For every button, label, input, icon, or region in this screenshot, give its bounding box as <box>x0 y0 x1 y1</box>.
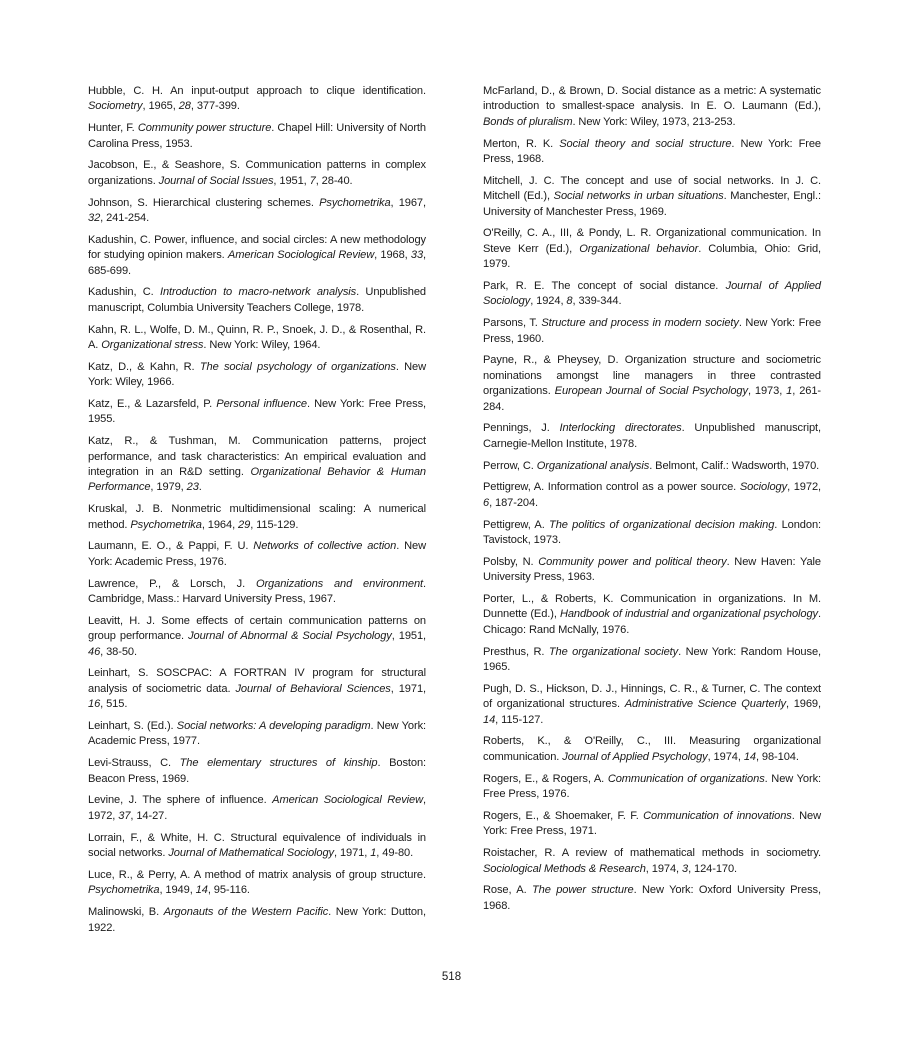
reference-italic-segment: 14 <box>195 884 208 897</box>
reference-text-segment: . London: Tavistock, 1973. <box>483 518 821 547</box>
reference-text-segment: , 1971, <box>390 682 426 695</box>
reference-text-segment: . New York: Oxford University Press, 1968. <box>483 884 821 912</box>
reference-text-segment: Leavitt, H. J. Some effects of certain communication patterns on group performance. <box>88 614 426 643</box>
reference-italic-segment: Organizational Behavior & Human Performance <box>88 466 426 494</box>
reference-text-segment: . New York: Free Press, 1968. <box>483 137 821 166</box>
reference-text-segment: , 1974, <box>707 750 744 763</box>
reference-italic-segment: Networks of collective action <box>253 540 397 553</box>
reference-text-segment: Levine, J. The sphere of influence. <box>88 794 273 807</box>
reference-entry <box>483 84 821 130</box>
reference-italic-segment: Journal of Social Issues <box>158 174 274 187</box>
reference-text-segment: , 14-27. <box>130 809 168 822</box>
reference-text-segment: . New York: Academic Press, 1976. <box>88 540 427 568</box>
reference-text-segment: Hunter, F. <box>88 122 138 135</box>
reference-text-segment: Kadushin, C. Power, influence, and social circles: A new methodology for studying opinion makers. <box>88 233 426 262</box>
reference-text-segment: , 241-254. <box>100 212 150 225</box>
reference-italic-segment: Social networks: A developing paradigm <box>176 720 371 733</box>
reference-text-segment: , 1969, <box>785 698 821 711</box>
reference-text-segment: , 1968, <box>374 249 411 262</box>
reference-entry <box>483 734 821 765</box>
reference-text-segment: Kahn, R. L., Wolfe, D. M., Quinn, R. P., Snoek, J. D., & Rosenthal, R. A. <box>88 323 426 352</box>
reference-italic-segment: Sociological Methods & Research <box>483 862 646 875</box>
reference-italic-segment: The elementary structures of kinship <box>179 757 378 770</box>
reference-text-segment: McFarland, D., & Brown, D. Social distance as a metric: A systematic introduction to smallest-space analysis. In E. O. Laumann (Ed.), <box>483 85 821 113</box>
reference-entry <box>483 316 821 347</box>
reference-entry <box>88 285 426 316</box>
reference-text-segment: Rogers, E., & Rogers, A. <box>483 772 608 785</box>
reference-text-segment: O'Reilly, C. A., III, & Pondy, L. R. Organizational communication. In Steve Kerr (Ed.), <box>483 227 821 255</box>
reference-entry <box>483 174 821 220</box>
page-number: 518 <box>441 971 462 983</box>
reference-entry <box>483 480 821 511</box>
reference-text-segment: Lorrain, F., & White, H. C. Structural equivalence of individuals in social networks. <box>88 831 426 860</box>
reference-text-segment: . Cambridge, Mass.: Harvard University Press, 1967. <box>88 577 426 606</box>
reference-italic-segment: Structure and process in modern society <box>541 317 739 330</box>
reference-entry <box>88 539 426 570</box>
reference-text-segment: , 1965, <box>142 100 179 113</box>
reference-entry <box>88 233 426 279</box>
reference-text-segment: Kruskal, J. B. Nonmetric multidimensional scaling: A numerical method. <box>88 503 426 531</box>
reference-entry <box>88 196 426 227</box>
reference-entry <box>88 323 426 354</box>
reference-entry <box>88 397 426 428</box>
reference-text-segment: . New York: Dutton, 1922. <box>88 906 426 934</box>
reference-entry <box>88 434 426 496</box>
reference-text-segment: . Manchester, Engl.: University of Manchester Press, 1969. <box>483 190 822 218</box>
reference-text-segment: , 115-129. <box>250 518 299 531</box>
reference-entry <box>483 592 821 638</box>
reference-text-segment: . New York: Academic Press, 1977. <box>88 720 426 748</box>
reference-text-segment: , 1973, <box>747 385 787 398</box>
reference-italic-segment: Communication of organizations <box>607 772 765 785</box>
reference-text-segment: , 1924, <box>530 295 567 308</box>
reference-text-segment: . New Haven: Yale University Press, 1963. <box>483 555 821 584</box>
reference-italic-segment: American Sociological Review <box>272 794 424 807</box>
reference-text-segment: , 95-116. <box>207 884 250 897</box>
reference-italic-segment: Community power and political theory <box>538 555 727 568</box>
reference-entry <box>88 666 426 712</box>
reference-entry <box>483 809 821 840</box>
reference-text-segment: . Chapel Hill: University of North Carolina Press, 1953. <box>88 122 426 150</box>
reference-italic-segment: 6 <box>483 496 490 509</box>
reference-text-segment: Merton, R. K. <box>483 137 560 150</box>
reference-text-segment: Kadushin, C. <box>88 286 160 299</box>
reference-text-segment: Katz, R., & Tushman, M. Communication patterns, project performance, and task characteristics: An empirical evaluation and integration in an R&D setting. <box>88 435 426 479</box>
reference-entry <box>483 645 821 676</box>
reference-italic-segment: The power structure <box>531 884 634 897</box>
reference-italic-segment: Organizational stress <box>101 339 204 352</box>
reference-text-segment: Rogers, E., & Shoemaker, F. F. <box>483 809 644 822</box>
reference-entry <box>88 502 426 533</box>
reference-text-segment: Luce, R., & Perry, A. A method of matrix analysis of group structure. <box>88 868 426 881</box>
reference-text-segment: Pugh, D. S., Hickson, D. J., Hinnings, C. R., & Turner, C. The context of organizational structures. <box>483 682 821 711</box>
reference-entry <box>88 756 426 787</box>
reference-entry <box>483 682 821 728</box>
reference-italic-segment: Sociometry <box>88 100 143 113</box>
reference-text-segment: . New York: Wiley, 1964. <box>203 339 321 352</box>
reference-italic-segment: 1 <box>370 847 377 860</box>
reference-italic-segment: 23 <box>186 481 199 494</box>
reference-italic-segment: 7 <box>309 174 316 187</box>
reference-italic-segment: 28 <box>178 100 191 113</box>
reference-entry <box>88 868 426 899</box>
reference-entry <box>483 555 821 586</box>
reference-entry <box>483 421 821 452</box>
reference-text-segment: Parsons, T. <box>483 317 542 330</box>
reference-italic-segment: 37 <box>118 809 131 822</box>
reference-text-segment: . New York: Wiley, 1973, 213-253. <box>572 115 736 128</box>
reference-entry <box>88 719 426 750</box>
reference-text-segment: Malinowski, B. <box>88 906 164 919</box>
reference-text-segment: Pettigrew, A. Information control as a power source. <box>483 481 740 494</box>
reference-entry <box>483 518 821 549</box>
reference-italic-segment: 33 <box>410 249 424 262</box>
reference-italic-segment: Journal of Mathematical Sociology <box>168 847 334 860</box>
reference-italic-segment: Journal of Applied Sociology <box>483 280 821 308</box>
reference-text-segment: Katz, E., & Lazarsfeld, P. <box>88 398 217 411</box>
reference-text-segment: Leinhart, S. SOSCPAC: A FORTRAN IV program for structural analysis of sociometric data. <box>88 667 426 695</box>
reference-text-segment: , 115-127. <box>495 713 544 726</box>
reference-text-segment: , 261-284. <box>483 385 821 413</box>
reference-text-segment: . Unpublished manuscript, Carnegie-Mellon Institute, 1978. <box>483 422 821 450</box>
reference-italic-segment: American Sociological Review <box>227 249 375 262</box>
reference-list-right <box>483 84 821 921</box>
reference-text-segment: , 1949, <box>159 884 196 897</box>
reference-text-segment: Perrow, C. <box>483 459 537 472</box>
reference-entry <box>88 905 426 936</box>
reference-text-segment: Laumann, E. O., & Pappi, F. U. <box>88 540 254 553</box>
reference-text-segment: Roistacher, R. A review of mathematical methods in sociometry. <box>483 847 821 860</box>
reference-italic-segment: Psychometrika <box>319 196 391 209</box>
reference-text-segment: , 1971, <box>333 847 371 860</box>
reference-text-segment: Presthus, R. <box>483 645 549 658</box>
reference-text-segment: Pennings, J. <box>483 422 560 435</box>
reference-italic-segment: 29 <box>238 518 251 531</box>
reference-italic-segment: Communication of innovations <box>643 809 792 822</box>
reference-text-segment: Pettigrew, A. <box>483 518 550 531</box>
reference-entry <box>88 793 426 824</box>
reference-italic-segment: 32 <box>88 212 101 225</box>
reference-text-segment: , 49-80. <box>376 847 414 860</box>
reference-italic-segment: Sociology <box>739 481 788 494</box>
reference-text-segment: Rose, A. <box>483 884 532 897</box>
reference-italic-segment: Administrative Science Quarterly <box>624 698 786 711</box>
reference-text-segment: . Belmont, Calif.: Wadsworth, 1970. <box>649 459 820 472</box>
reference-text-segment: , 1974, <box>645 862 682 875</box>
reference-text-segment: . New York: Free Press, 1976. <box>483 772 822 801</box>
reference-italic-segment: Psychometrika <box>130 518 202 531</box>
reference-italic-segment: Interlocking directorates <box>559 422 682 435</box>
reference-entry <box>483 883 821 914</box>
reference-text-segment: . New York: Free Press, 1955. <box>88 398 426 426</box>
reference-entry <box>88 577 426 608</box>
reference-text-segment: , 28-40. <box>315 174 353 187</box>
reference-italic-segment: Organizational analysis <box>536 459 650 472</box>
reference-text-segment: , 1972, <box>787 481 821 494</box>
reference-italic-segment: 8 <box>566 295 573 308</box>
reference-italic-segment: 16 <box>88 698 101 711</box>
reference-italic-segment: 1 <box>786 385 793 398</box>
reference-text-segment: , 339-344. <box>572 295 622 308</box>
reference-italic-segment: 14 <box>483 713 496 726</box>
reference-text-segment: . New York: Random House, 1965. <box>483 645 821 674</box>
reference-italic-segment: Organizations and environment <box>255 577 424 590</box>
reference-text-segment: . New York: Wiley, 1966. <box>88 360 426 389</box>
reference-italic-segment: Journal of Behavioral Sciences <box>235 682 391 695</box>
reference-entry <box>88 84 426 115</box>
reference-text-segment: . New York: Free Press, 1971. <box>483 809 821 838</box>
reference-italic-segment: Social theory and social structure <box>559 137 732 150</box>
reference-entry <box>88 158 426 189</box>
reference-entry <box>483 353 821 415</box>
reference-text-segment: Payne, R., & Pheysey, D. Organization structure and sociometric nominations amongst line managers in three contrasted organizations. <box>483 354 821 398</box>
reference-text-segment: , 187-204. <box>489 496 539 509</box>
reference-italic-segment: European Journal of Social Psychology <box>554 385 748 398</box>
reference-italic-segment: 14 <box>743 750 756 763</box>
reference-text-segment: Katz, D., & Kahn, R. <box>88 360 200 373</box>
reference-italic-segment: Organizational behavior <box>579 242 699 255</box>
reference-text-segment: . <box>198 481 202 494</box>
reference-text-segment: Hubble, C. H. An input-output approach to clique identification. <box>88 85 426 97</box>
reference-italic-segment: Personal influence <box>216 398 307 411</box>
reference-text-segment: , 377-399. <box>190 100 240 113</box>
reference-italic-segment: Argonauts of the Western Pacific <box>163 906 329 919</box>
reference-entry <box>88 121 426 152</box>
reference-entry <box>483 772 821 803</box>
reference-text-segment: Polsby, N. <box>483 555 539 568</box>
reference-entry <box>88 831 426 862</box>
reference-text-segment: , 685-699. <box>88 249 426 277</box>
reference-text-segment: . New York: Free Press, 1960. <box>483 317 822 345</box>
reference-text-segment: Johnson, S. Hierarchical clustering schemes. <box>88 196 320 209</box>
reference-text-segment: , 98-104. <box>755 750 799 763</box>
reference-entry <box>483 846 821 877</box>
reference-italic-segment: Journal of Abnormal & Social Psychology <box>188 630 392 643</box>
reference-text-segment: , 38-50. <box>100 645 137 658</box>
reference-text-segment: , 515. <box>100 698 128 711</box>
reference-text-segment: Park, R. E. The concept of social distance. <box>483 280 726 293</box>
reference-text-segment: Mitchell, J. C. The concept and use of social networks. In J. C. Mitchell (Ed.), <box>483 174 821 203</box>
reference-text-segment: , 1964, <box>201 518 239 531</box>
reference-text-segment: Jacobson, E., & Seashore, S. Communication patterns in complex organizations. <box>88 159 426 187</box>
reference-text-segment: Leinhart, S. (Ed.). <box>88 720 177 733</box>
reference-text-segment: Levi-Strauss, C. <box>88 757 180 770</box>
reference-italic-segment: 3 <box>682 862 689 875</box>
reference-italic-segment: Social networks in urban situations <box>553 190 724 203</box>
reference-entry <box>483 137 821 168</box>
reference-text-segment: . Chicago: Rand McNally, 1976. <box>483 608 821 636</box>
reference-text-segment: , 124-170. <box>688 862 738 875</box>
reference-entry <box>88 614 426 660</box>
reference-entry <box>483 279 821 310</box>
reference-text-segment: Porter, L., & Roberts, K. Communication in organizations. In M. Dunnette (Ed.), <box>483 593 821 621</box>
reference-list-left <box>88 84 426 942</box>
reference-italic-segment: Psychometrika <box>88 884 160 897</box>
reference-text-segment: , 1967, <box>390 196 426 209</box>
reference-italic-segment: The social psychology of organizations <box>199 360 396 373</box>
reference-italic-segment: Handbook of industrial and organizational psychology <box>559 608 819 621</box>
reference-italic-segment: Introduction to macro-network analysis <box>159 286 357 299</box>
reference-text-segment: . Columbia, Ohio: Grid, 1979. <box>483 242 822 271</box>
reference-italic-segment: Bonds of pluralism <box>483 115 573 128</box>
reference-italic-segment: Community power structure <box>137 122 272 135</box>
reference-text-segment: , 1979, <box>150 481 187 494</box>
reference-italic-segment: The organizational society <box>548 645 679 658</box>
reference-entry <box>483 459 821 474</box>
reference-entry <box>483 226 821 272</box>
reference-text-segment: , 1951, <box>391 630 427 643</box>
reference-text-segment: , 1951, <box>273 174 310 187</box>
reference-text-segment: Lawrence, P., & Lorsch, J. <box>88 577 256 590</box>
reference-italic-segment: The politics of organizational decision making <box>549 518 775 531</box>
reference-text-segment: . Unpublished manuscript, Columbia University Teachers College, 1978. <box>88 286 426 314</box>
reference-text-segment: , 1972, <box>88 794 427 822</box>
reference-entry <box>88 360 426 391</box>
reference-text-segment: . Boston: Beacon Press, 1969. <box>88 757 426 785</box>
reference-italic-segment: Journal of Applied Psychology <box>562 750 708 763</box>
reference-italic-segment: 46 <box>88 645 101 658</box>
reference-text-segment: Roberts, K., & O'Reilly, C., III. Measuring organizational communication. <box>483 735 821 763</box>
